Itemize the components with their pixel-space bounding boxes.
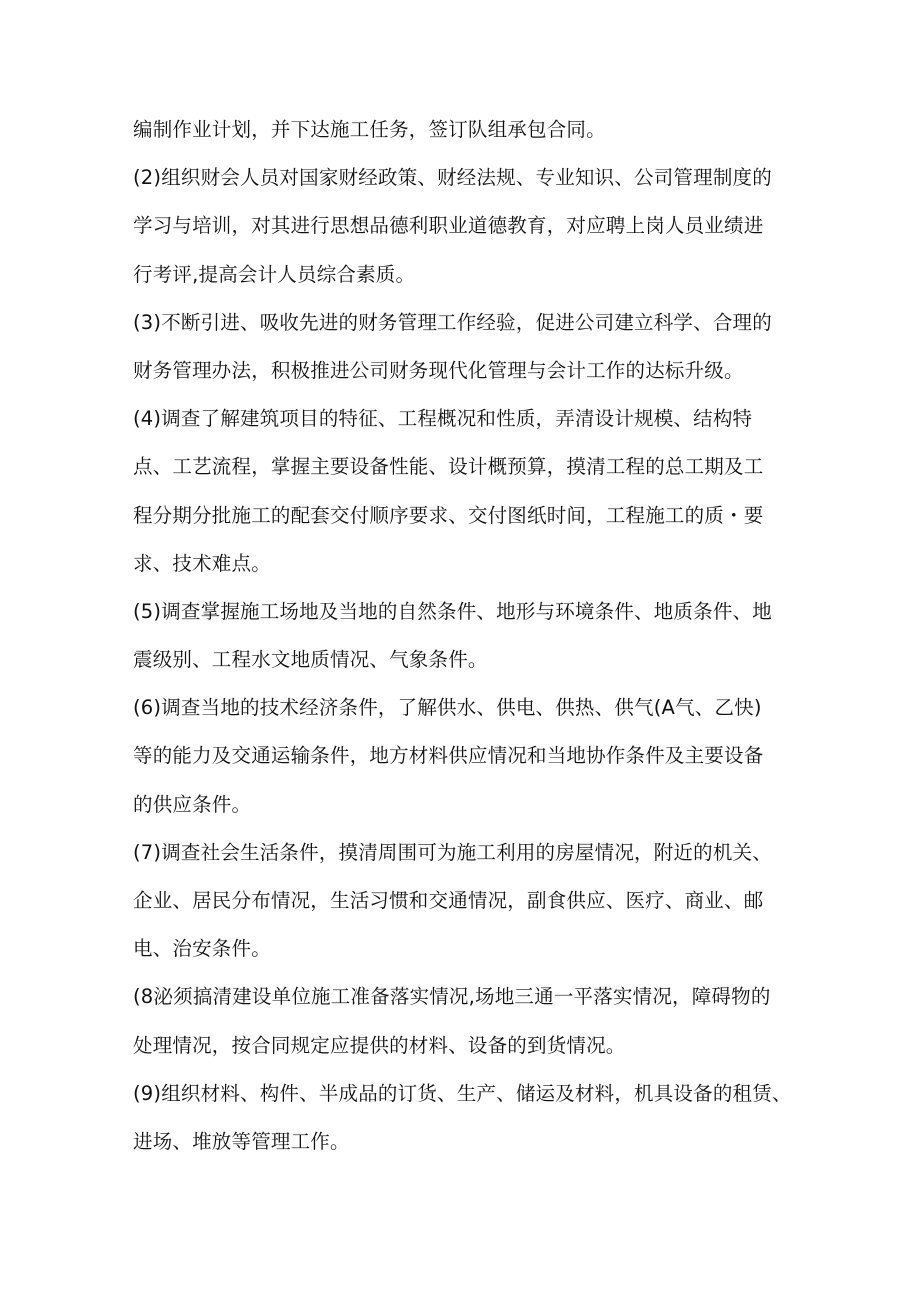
text-line: (4)调查了解建筑项目的特征、工程概况和性质，弄清设计规模、结构特 [133, 407, 753, 431]
text-line: 求、技术难点。 [133, 551, 271, 575]
text-line: 学习与培训，对其进行思想品德利职业道德教育，对应聘上岗人员业绩进 [133, 214, 764, 238]
text-line: 财务管理办法，积极推进公司财务现代化管理与会计工作的达标升级。 [133, 358, 744, 382]
text-line: (5)调查掌握施工场地及当地的自然条件、地形与环境条件、地质条件、地 [133, 599, 772, 623]
text-line: 处理情况，按合同规定应提供的材料、设备的到货情况。 [133, 1033, 626, 1057]
text-line: (9)组织材料、构件、半成品的订货、生产、储运及材料，机具设备的租赁、 [133, 1081, 792, 1105]
text-line: 企业、居民分布情况，生活习惯和交通情况，副食供应、医疗、商业、邮 [133, 889, 764, 912]
text-line: 点、工艺流程，掌握主要设备性能、设计概预算，摸清工程的总工期及工 [133, 455, 764, 479]
text-line: 的供应条件。 [133, 792, 252, 816]
text-line: (3)不断引进、吸收先进的财务管理工作经验，促进公司建立科学、合理的 [133, 310, 772, 334]
text-line: (8泌须搞清建设单位施工准备落实情况,场地三通一平落实情况，障碍物的 [133, 985, 771, 1009]
text-line: 电、治安条件。 [133, 937, 271, 961]
text-line: 等的能力及交通运输条件，地方材料供应情况和当地协作条件及主要设备 [133, 744, 764, 768]
text-line: 进场、堆放等管理工作。 [133, 1129, 350, 1153]
text-line: (6)调查当地的技术经济条件，了解供水、供电、供热、供气(A气、乙快) [133, 696, 762, 720]
text-line: (7)调查社会生活条件，摸清周围可为施工利用的房屋情况，附近的机关、 [133, 840, 772, 864]
text-line: (2)组织财会人员对国家财经政策、财经法规、专业知识、公司管理制度的 [133, 166, 772, 190]
text-line: 程分期分批施工的配套交付顺序要求、交付图纸时间，工程施工的质・要 [133, 503, 764, 527]
text-line: 行考评,提高会计人员综合素质。 [133, 262, 416, 286]
text-line: 震级别、工程水文地质情况、气象条件。 [133, 648, 488, 672]
text-line: 编制作业计划，并下达施工任务，签订队组承包合同。 [133, 118, 606, 141]
document-body [133, 106, 833, 1166]
